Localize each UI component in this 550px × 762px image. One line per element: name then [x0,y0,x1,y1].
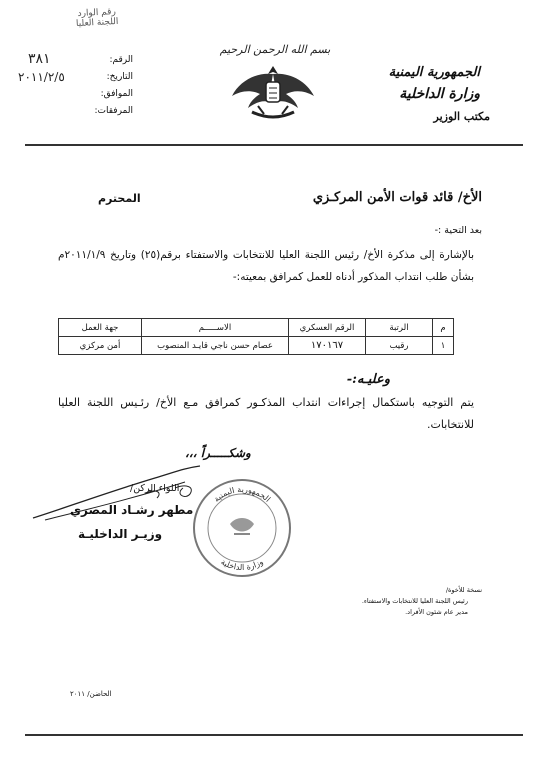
cell-rank: رقيب [366,337,433,355]
signature-scribble [25,458,215,532]
incoming-stamp [39,5,156,51]
header-name: الاســـــم [142,319,289,337]
footer-note: الحاضن/ ٢٠١١ [70,690,112,698]
number-value: ٣٨١ [28,51,51,67]
header-divider [25,144,523,146]
table-header-row [59,319,454,337]
addressee-honorific: المحترم [98,192,141,205]
header-workplace: جهة العمل [59,319,142,337]
header-rank: الرتبة [366,319,433,337]
addressee-to: الأخ/ قائد قوات الأمن المركـزي [312,190,482,205]
signatory-rank: اللواء الركن/ [130,483,180,494]
greeting: بعد التحية :- [434,225,482,236]
conclusion-text: يتم التوجيه باستكمال إجراءات انتداب المذكـور كمرافق مـع الأخ/ رئـيس اللجنة العليا للانتخابات. [58,396,474,431]
copies-line1: رئيس اللجنة العليا للانتخابات والاستفتاء. [361,597,468,605]
cell-name: عصام حسن ناجي قايـد المنصوب [142,337,289,355]
eagle-emblem [228,62,318,128]
signatory-title: وزيـر الداخليـة [78,527,163,541]
corresponding-label: الموافق: [100,89,133,99]
attachments-label: المرفقات: [94,106,133,116]
signatory-name: مطهر رشـاد المصري [70,503,194,517]
ministry-name: وزارة الداخلية [399,86,480,102]
date-label: التاريخ: [106,72,133,82]
body-paragraph: بالإشارة إلى مذكرة الأخ/ رئيس اللجنة العليا للانتخابات والاستفتاء برقم(٢٥) وتاريخ ٢٠١١/١/٩م بشأن طلب انتداب المذكور أدناه للعمل كمرافق بمعيته:- [58,249,474,283]
personnel-table [58,318,454,355]
stamp-line1: رقم الوارد [77,7,117,20]
header-military-number: الرقم العسكري [289,319,366,337]
seal-bottom-text: وزارة الداخلية [219,557,265,573]
seal-top-text: الجمهورية اليمنية [212,484,273,504]
date-value: ٢٠١١/٢/٥ [18,70,65,84]
copies-block [282,585,482,618]
number-label: الرقم: [109,55,133,65]
copies-heading: نسخة للأخوة/ [445,586,482,594]
conclusion-heading: وعليـه:- [346,372,390,387]
official-seal [190,476,294,584]
basmala: بسم الله الرحمن الرحيم [219,43,331,56]
table-row [59,337,454,355]
cell-military-number: ١٧٠١٦٧ [289,337,366,355]
cell-index: ١ [433,337,454,355]
office-name: مكتب الوزير [433,110,490,123]
copies-line2: مدير عام شئون الأفراد. [405,608,468,616]
header-index: م [433,319,454,337]
meta-fields [18,51,133,123]
footer-divider [25,734,523,736]
cell-workplace: أمن مركزي [59,337,142,355]
republic-name: الجمهورية اليمنية [388,65,480,80]
svg-text:وزارة الداخلية [219,557,265,572]
stamp-line2: اللجنة العليا [75,16,119,30]
thanks: وشكـــــراً ،،، [185,446,251,460]
